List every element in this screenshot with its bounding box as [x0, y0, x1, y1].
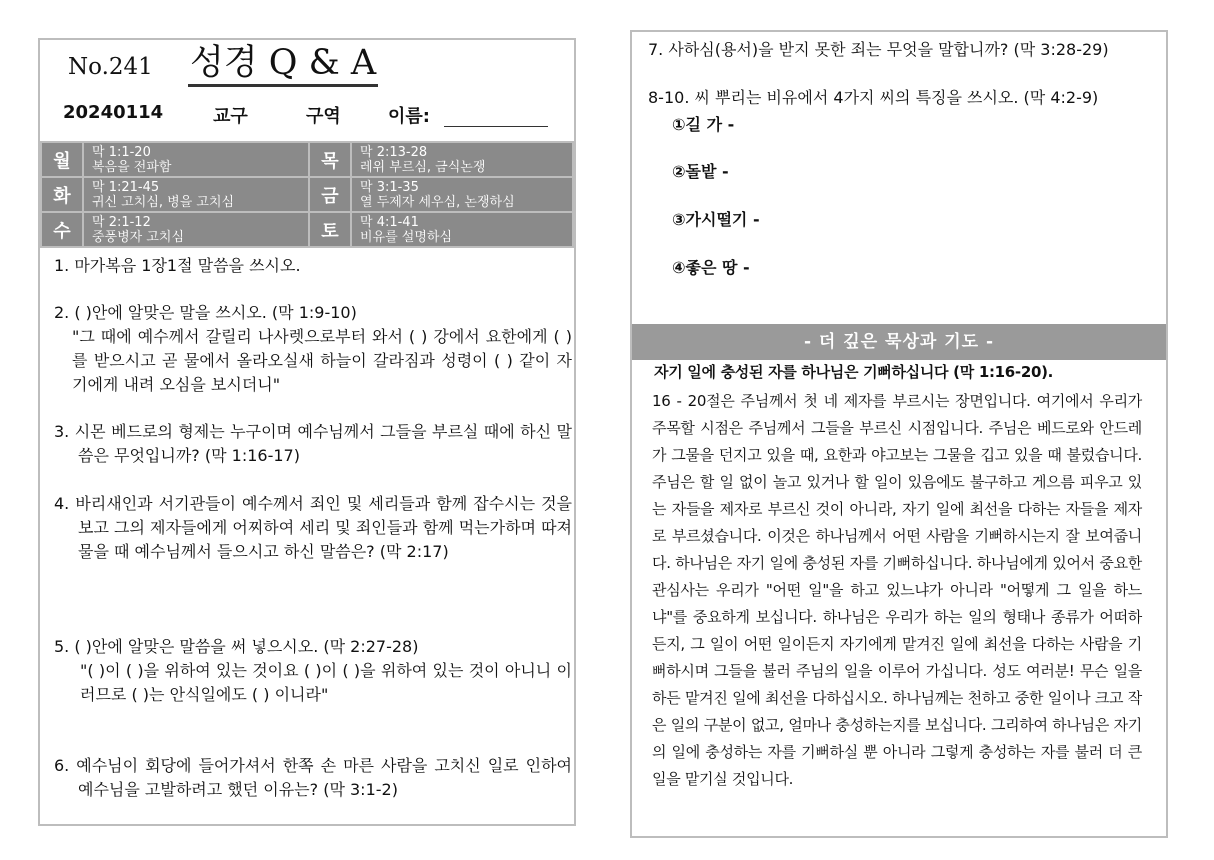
reading-cell — [351, 212, 573, 247]
question-6 — [54, 754, 572, 802]
schedule-row — [41, 142, 573, 177]
day-cell: 수 — [41, 212, 83, 247]
question-3 — [54, 420, 572, 468]
left-worksheet-panel — [38, 38, 576, 826]
church-label: 교구 — [213, 106, 248, 127]
reading-desc: 귀신 고치심, 병을 고치심 — [92, 194, 235, 210]
reading-cell — [83, 142, 309, 177]
schedule-row — [41, 177, 573, 212]
question-4 — [54, 492, 572, 564]
reading-ref: 막 2:13-28 — [360, 144, 428, 160]
question-text: 5. ( )안에 알맞은 말씀을 써 넣으시오. (막 2:27-28) — [54, 637, 419, 656]
reading-ref: 막 1:1-20 — [92, 144, 151, 160]
reading-desc: 열 두제자 세우심, 논쟁하심 — [360, 194, 515, 210]
seed-item-good-soil: ④좋은 땅 - — [672, 258, 750, 277]
question-text: 6. 예수님이 회당에 들어가셔서 한쪽 손 마른 사람을 고치신 일로 인하여 예수님을 고발하려고 했던 이유는? (막 3:1-2) — [54, 756, 572, 799]
schedule-row — [41, 212, 573, 247]
meditation-text: 16 - 20절은 주님께서 첫 네 제자를 부르시는 장면입니다. 여기에서 우리가 주목할 시점은 주님께서 그들을 부르신 시점입니다. 주님은 베드로와 안드레가 그물을 던지고 있을 때, 요한과 야고보는 그물을 깁고 있을 때 불렀습니다. 주님은 할 일 없이 놀고 있거나 할 일이 있음에도 불구하고 게으름 피우고 있는 자들을 제자로 부르신 것이 아니라, 자기 일에 최선을 다하는 자들을 제자로 부르셨습니다. 이것은 하나님께서 어떤 사람을 기뻐하시는지 잘 보여줍니다. 하나님은 자기 일에 충성된 자를 기뻐하십니다. 하나님에게 있어서 중요한 관심사는 우리가 "어떤 일"을 하고 있느냐가 아니라 "어떻게 그 일을 하느냐"를 중요하게 보십니다. 하나님은 우리가 하는 일의 형태나 종류가 어떠하든지, 그 일이 어떤 일이든지 자기에게 맡겨진 일에 최선을 다하는 사람을 기뻐하시며 그들을 불러 주님의 일을 이루어 가십니다. 성도 여러분! 무슨 일을 하든 맡겨진 일에 최선을 다하십시오. 하나님께는 천하고 중한 일이나 크고 작은 일의 구분이 없고, 얼마나 충성하는지를 보십니다. 그리하여 하나님은 자기의 일에 충성하는 자를 기뻐하실 뿐 아니라 그렇게 충성하는 자를 불러 더 큰 일을 맡기실 것입니다. — [652, 392, 1142, 788]
reading-cell — [351, 177, 573, 212]
worksheet-date: 20240114 — [63, 102, 164, 123]
question-1 — [54, 254, 572, 278]
meditation-banner: - 더 깊은 묵상과 기도 - — [632, 324, 1166, 360]
question-quote: "( )이 ( )을 위하여 있는 것이요 ( )이 ( )을 위하여 있는 것이 아니니 이러므로 ( )는 안식일에도 ( ) 이니라" — [80, 661, 572, 704]
reading-ref: 막 3:1-35 — [360, 179, 419, 195]
question-text: 3. 시몬 베드로의 형제는 누구이며 예수님께서 그들을 부르실 때에 하신 말씀은 무엇입니까? (막 1:16-17) — [54, 422, 572, 465]
reading-ref: 막 2:1-12 — [92, 214, 151, 230]
reading-ref: 막 4:1-41 — [360, 214, 419, 230]
reading-desc: 중풍병자 고치심 — [92, 229, 185, 245]
day-cell: 월 — [41, 142, 83, 177]
day-cell: 금 — [309, 177, 351, 212]
worksheet-title: 성경 Q & A — [188, 42, 378, 87]
reading-desc: 비유를 설명하심 — [360, 229, 453, 245]
question-quote: "그 때에 예수께서 갈릴리 나사렛으로부터 와서 ( ) 강에서 요한에게 ( )를 받으시고 곧 물에서 올라오실새 하늘이 갈라짐과 성령이 ( ) 같이 자기에게 내려 오심을 보시더니" — [72, 327, 572, 394]
meditation-body — [652, 388, 1142, 793]
seed-item-path: ①길 가 - — [672, 115, 735, 134]
seed-item-thorns: ③가시떨기 - — [672, 210, 760, 229]
reading-desc: 레위 부르심, 금식논쟁 — [360, 159, 486, 175]
day-cell: 토 — [309, 212, 351, 247]
reading-desc: 복음을 전파함 — [92, 159, 172, 175]
name-blank[interactable] — [444, 126, 548, 127]
day-cell: 목 — [309, 142, 351, 177]
question-text: 1. 마가복음 1장1절 말씀을 쓰시오. — [54, 256, 301, 275]
issue-number: No.241 — [68, 54, 153, 80]
day-cell: 화 — [41, 177, 83, 212]
reading-cell — [351, 142, 573, 177]
reading-cell — [83, 212, 309, 247]
right-worksheet-panel — [630, 30, 1168, 838]
question-8-10: 8-10. 씨 뿌리는 비유에서 4가지 씨의 특징을 쓰시오. (막 4:2-9) — [648, 88, 1099, 107]
seed-item-rocky: ②돌밭 - — [672, 162, 729, 181]
question-text: 2. ( )안에 알맞은 말을 쓰시오. (막 1:9-10) — [54, 303, 357, 322]
question-2 — [54, 301, 572, 397]
name-label: 이름: — [388, 106, 430, 127]
meditation-title: 자기 일에 충성된 자를 하나님은 기뻐하십니다 (막 1:16-20). — [654, 363, 1054, 381]
question-7: 7. 사하심(용서)을 받지 못한 죄는 무엇을 말합니까? (막 3:28-29) — [648, 40, 1109, 59]
reading-schedule — [40, 141, 574, 248]
district-label: 구역 — [306, 106, 341, 127]
reading-ref: 막 1:21-45 — [92, 179, 160, 195]
reading-cell — [83, 177, 309, 212]
question-text: 4. 바리새인과 서기관들이 예수께서 죄인 및 세리들과 함께 잡수시는 것을 보고 그의 제자들에게 어찌하여 세리 및 죄인들과 함께 먹는가하며 따져 물을 때 예수님께서 들으시고 하신 말씀은? (막 2:17) — [54, 494, 572, 561]
question-5 — [54, 635, 572, 707]
